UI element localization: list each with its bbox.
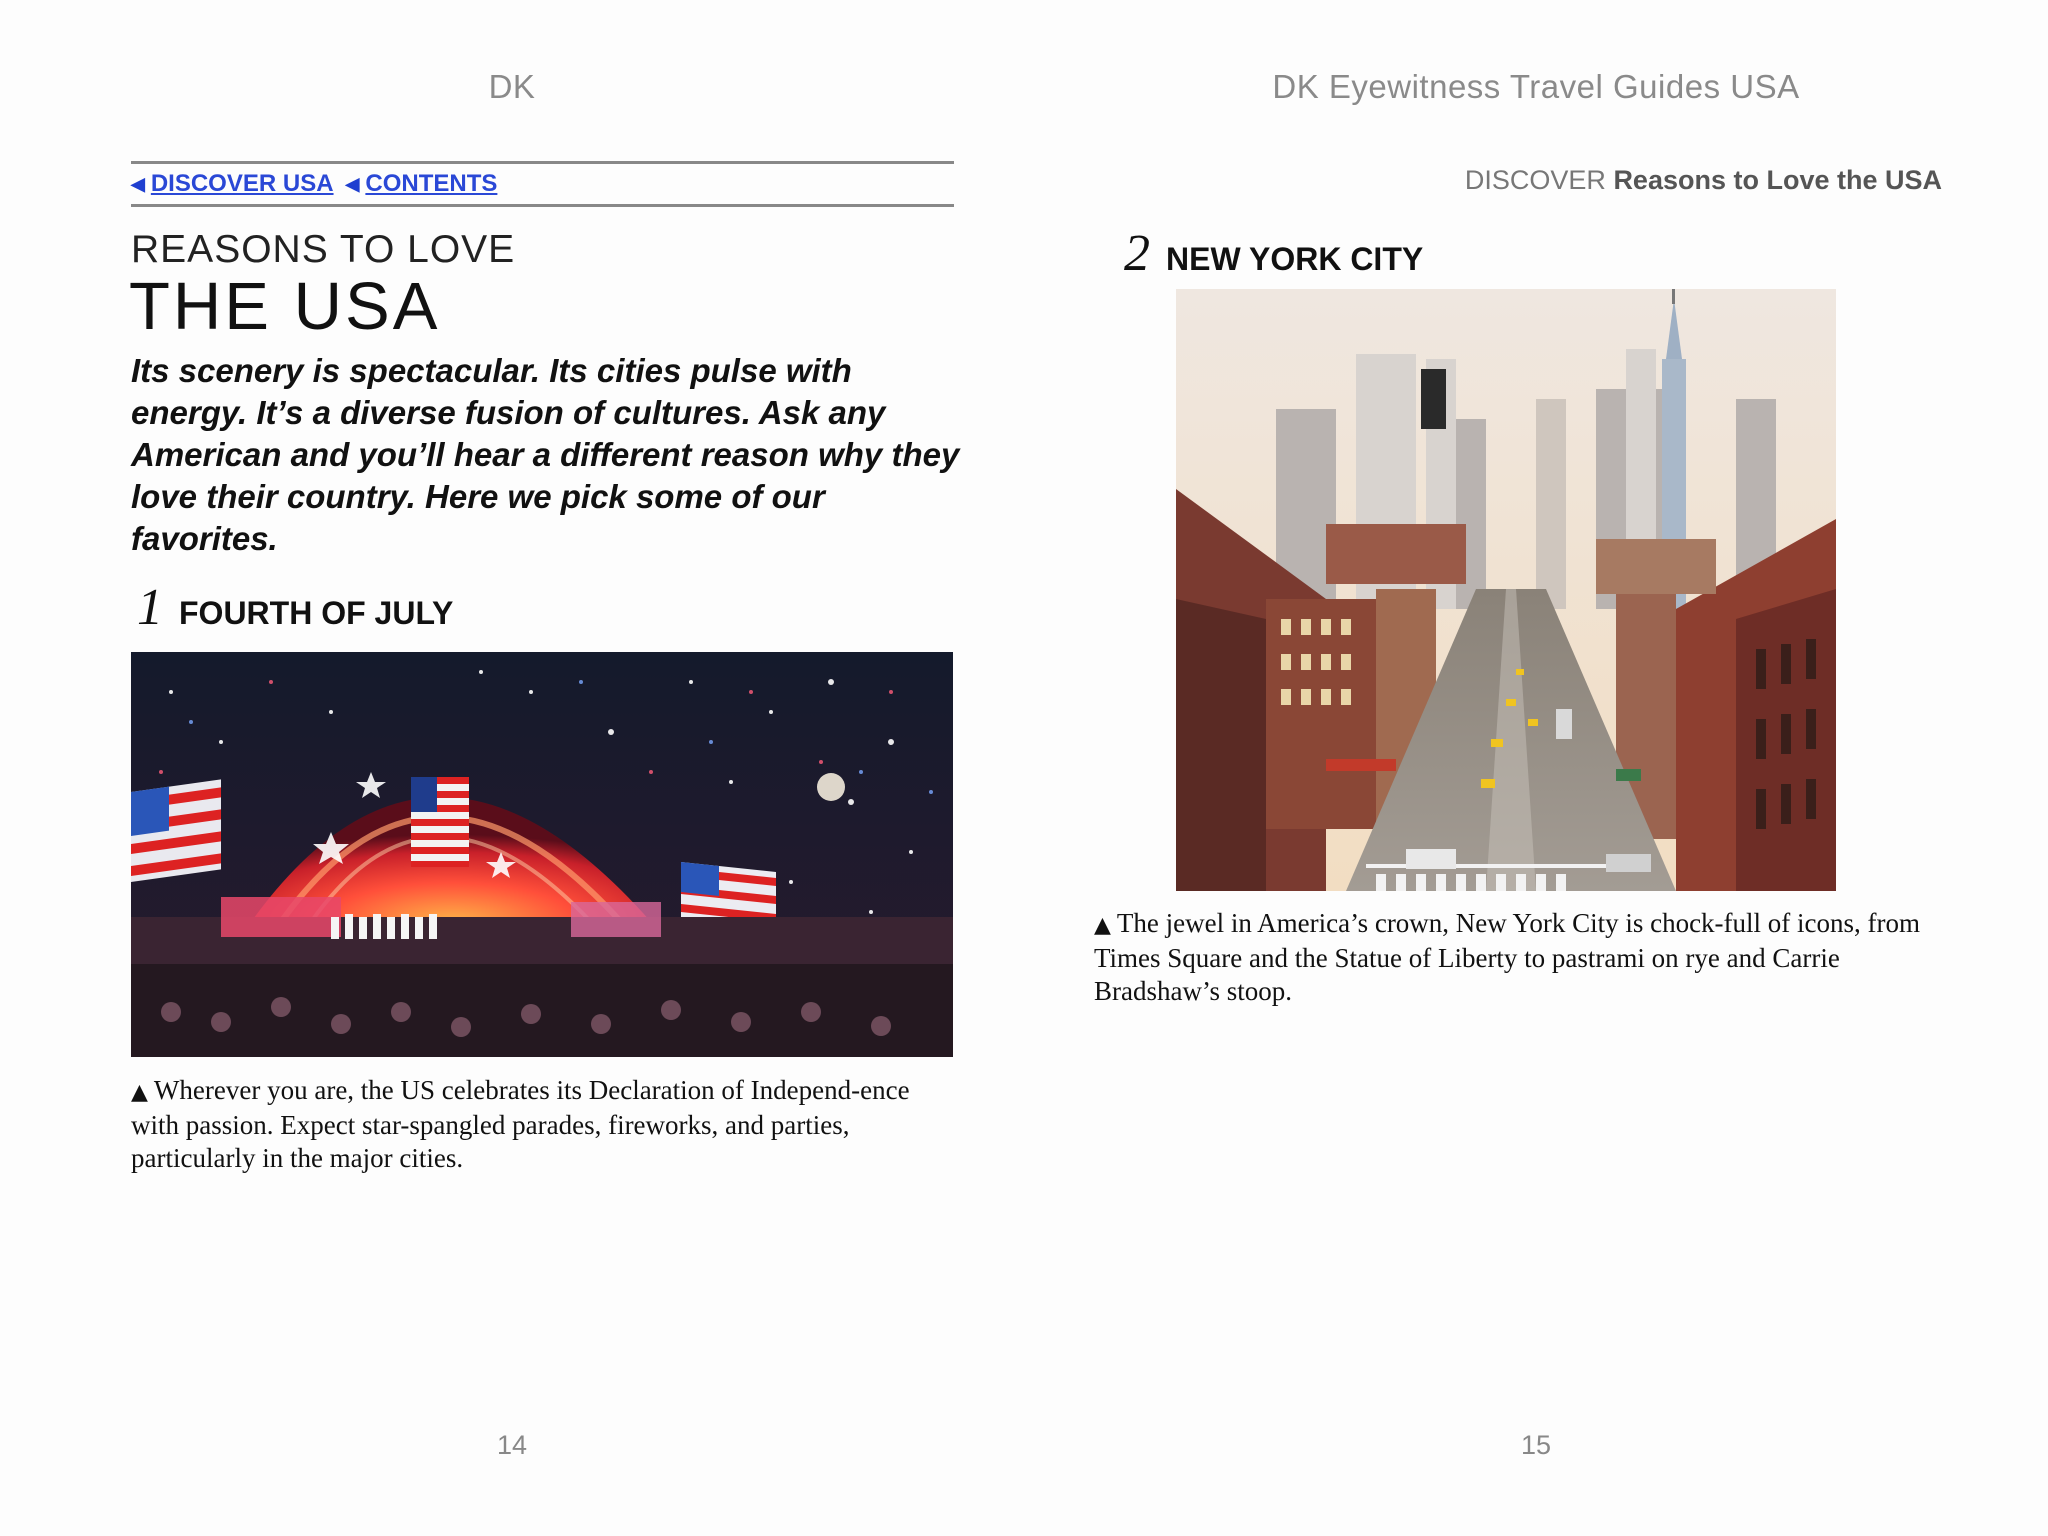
chapter-kicker: REASONS TO LOVE [131,228,516,271]
book-running-head: DK [488,68,536,105]
chapter-title: THE USA [129,269,441,344]
nav-link-label: CONTENTS [365,170,498,197]
page-number-right: 15 [1520,1430,1552,1460]
photo-caption-2 [1094,907,1954,1008]
nav-link-discover-usa[interactable] [131,170,334,198]
book-title-running-head: DK Eyewitness Travel Guides USA [1272,68,1800,105]
nav-link-contents[interactable] [346,170,498,198]
section-title: FOURTH OF JULY [179,595,454,631]
section-number: 2 [1124,225,1150,282]
concert-fireworks-image [131,652,953,1057]
section-heading-1 [137,578,453,637]
caption-text: Wherever you are, the US celebrates its Declaration of Independ-ence with passion. Expect star-spangled parades, fireworks, and parties, particularly in the major cities. [131,1075,910,1173]
back-arrow-icon: ◀ [131,173,145,194]
section-number: 1 [137,579,163,636]
intro-paragraph: Its scenery is spectacular. Its cities pulse with energy. It’s a diverse fusion of cultures. Ask any American and you’ll hear a different reason why they love their country. Here we pick some of our favorites. [131,352,960,557]
new-york-city-photo [1176,289,1836,891]
section-running-head [1465,165,1942,196]
caption-arrow-icon: ▲ [1094,913,1111,938]
section-head-prefix: DISCOVER [1464,165,1606,195]
caption-text: The jewel in America’s crown, New York City is chock-full of icons, from Times Square and the Statue of Liberty to pastrami on rye and Carrie Bradshaw’s stoop. [1094,908,1921,1006]
manhattan-street-image [1176,289,1836,891]
section-head-title: Reasons to Love the USA [1613,165,1942,195]
nav-link-label: DISCOVER USA [150,170,334,197]
photo-caption-1 [131,1074,957,1175]
back-arrow-icon: ◀ [345,173,360,194]
fourth-of-july-photo [131,652,953,1057]
caption-arrow-icon: ▲ [131,1080,148,1105]
breadcrumb-nav [131,161,954,207]
section-title: NEW YORK CITY [1166,241,1424,277]
section-heading-2 [1124,224,1423,283]
page-number-left: 14 [496,1430,528,1460]
right-page [1024,0,2048,1536]
